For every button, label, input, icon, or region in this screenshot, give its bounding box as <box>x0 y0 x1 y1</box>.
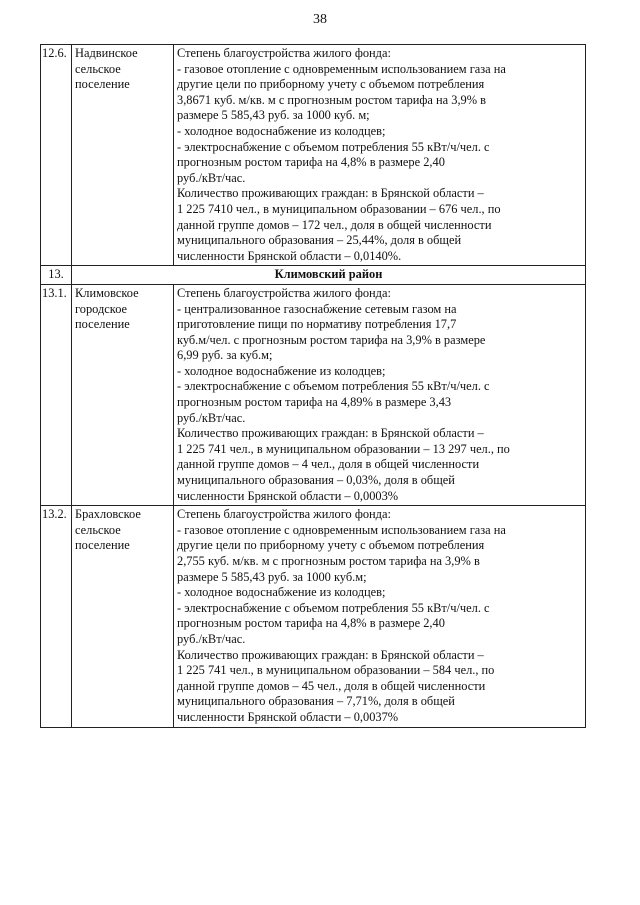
description-line: приготовление пищи по нормативу потребления 17,7 <box>177 317 457 332</box>
settlement-name-line: сельское <box>75 61 121 76</box>
description-line: Количество проживающих граждан: в Брянской области – <box>177 647 484 662</box>
settlement-name-line: городское <box>75 301 128 316</box>
description-line: 1 225 741 чел., в муниципальном образовании – 13 297 чел., по <box>177 441 510 456</box>
description-line: численности Брянской области – 0,0003% <box>177 488 399 503</box>
description-line: прогнозным ростом тарифа на 4,8% в размере 2,40 <box>177 155 445 170</box>
settlement-name-line: Климовское <box>75 285 139 300</box>
description-line: Степень благоустройства жилого фонда: <box>177 46 391 60</box>
description-line: данной группе домов – 4 чел., доля в общей численности <box>177 457 480 472</box>
row-number: 13.1. <box>41 284 72 505</box>
description-line: другие цели по приборному учету с объемом потребления <box>177 538 485 553</box>
description <box>174 45 586 266</box>
description-line: Количество проживающих граждан: в Брянской области – <box>177 186 484 201</box>
description-line: - газовое отопление с одновременным использованием газа на <box>177 61 506 76</box>
settlement-name-line: сельское <box>75 522 121 537</box>
settlement-name-line: Брахловское <box>75 507 141 522</box>
description-line: размере 5 585,43 руб. за 1000 куб.м; <box>177 569 367 584</box>
description-line: 2,755 куб. м/кв. м с прогнозным ростом тарифа на 3,9% в <box>177 554 480 568</box>
settlement-name <box>72 284 174 505</box>
housing-table <box>40 44 586 728</box>
description <box>174 506 586 727</box>
description-line: - холодное водоснабжение из колодцев; <box>177 123 386 138</box>
description-line: данной группе домов – 45 чел., доля в общей численности <box>177 678 486 693</box>
description-line: другие цели по приборному учету с объемом потребления <box>177 77 485 92</box>
settlement-name-line: поселение <box>75 317 130 332</box>
section-row <box>41 266 586 285</box>
description-line: 1 225 741 чел., в муниципальном образовании – 584 чел., по <box>177 663 495 678</box>
description-line: 3,8671 куб. м/кв. м с прогнозным ростом тарифа на 3,9% в <box>177 92 487 107</box>
table-row <box>41 45 586 266</box>
page-number: 38 <box>313 12 327 27</box>
description-line: - холодное водоснабжение из колодцев; <box>177 585 386 600</box>
description-line: - электроснабжение с объемом потребления 55 кВт/ч/чел. с <box>177 600 490 615</box>
description-line: руб./кВт/час. <box>177 410 246 425</box>
description-line: муниципального образования – 25,44%, доля в общей <box>177 233 462 248</box>
settlement-name-line: поселение <box>75 77 130 92</box>
description-line: Степень благоустройства жилого фонда: <box>177 285 391 300</box>
description-line: Количество проживающих граждан: в Брянской области – <box>177 426 484 441</box>
row-number: 12.6. <box>41 45 72 266</box>
description-line: 6,99 руб. за куб.м; <box>177 348 273 363</box>
table-row <box>41 284 586 505</box>
description-line: муниципального образования – 0,03%, доля в общей <box>177 473 455 488</box>
description-line: численности Брянской области – 0,0140%. <box>177 248 402 263</box>
settlement-name <box>72 45 174 266</box>
description-line: куб.м/чел. с прогнозным ростом тарифа на 3,9% в размере <box>177 332 486 347</box>
description-line: - электроснабжение с объемом потребления 55 кВт/ч/чел. с <box>177 379 490 394</box>
settlement-name <box>72 506 174 727</box>
description-line: Степень благоустройства жилого фонда: <box>177 507 391 522</box>
description-line: муниципального образования – 7,71%, доля в общей <box>177 694 455 709</box>
description-line: руб./кВт/час. <box>177 170 246 185</box>
table-row <box>41 506 586 727</box>
settlement-name-line: поселение <box>75 538 130 553</box>
description <box>174 284 586 505</box>
description-line: прогнозным ростом тарифа на 4,89% в размере 3,43 <box>177 395 452 410</box>
description-line: численности Брянской области – 0,0037% <box>177 709 399 724</box>
row-number: 13.2. <box>41 506 72 727</box>
description-line: размере 5 585,43 руб. за 1000 куб. м; <box>177 108 370 123</box>
description-line: - централизованное газоснабжение сетевым газом на <box>177 301 457 316</box>
description-line: - электроснабжение с объемом потребления 55 кВт/ч/чел. с <box>177 139 490 154</box>
description-line: - газовое отопление с одновременным использованием газа на <box>177 522 506 537</box>
settlement-name-line: Надвинское <box>75 46 138 60</box>
description-line: руб./кВт/час. <box>177 631 246 646</box>
description-line: данной группе домов – 172 чел., доля в общей численности <box>177 217 492 232</box>
section-title: Климовский район <box>72 266 586 285</box>
row-number: 13. <box>41 266 72 285</box>
description-line: 1 225 7410 чел., в муниципальном образовании – 676 чел., по <box>177 201 501 216</box>
description-line: - холодное водоснабжение из колодцев; <box>177 363 386 378</box>
description-line: прогнозным ростом тарифа на 4,8% в размере 2,40 <box>177 616 445 631</box>
